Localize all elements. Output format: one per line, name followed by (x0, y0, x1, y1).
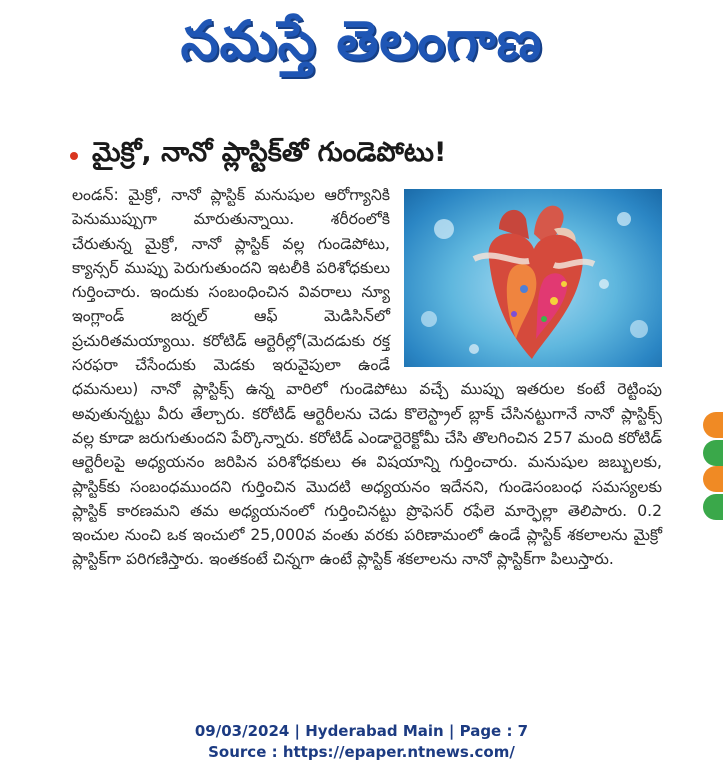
masthead-logo: నమస్తే తెలంగాణ (180, 9, 543, 72)
decor-orange-tab-1 (703, 412, 723, 438)
footer-source: Source : https://epaper.ntnews.com/ (208, 743, 515, 761)
article-headline: మైక్రో, నానో ప్లాస్టిక్‌తో గుండెపోటు! (92, 137, 447, 168)
bullet-dot (70, 152, 78, 160)
decor-green-tab-2 (703, 494, 723, 520)
decor-orange-tab-2 (703, 466, 723, 492)
article-body-text: లండన్‌: మైక్రో, నానో ప్లాస్టిక్‌ మనుషుల ఆరోగ్యానికి పెనుముప్పుగా మారుతున్నాయి. శరీరంలోకి చేరుతున్న మైక్రో, నానో ప్లాస్టిక్‌ వల్ల గుండెపోటు, క్యాన్సర్‌ ముప్పు పెరుగుతుందని ఇటలీకి పరిశోధకులు గుర్తించారు. ఇందుకు సంబంధించిన వివరాలు న్యూ ఇంగ్లాండ్‌ జర్నల్‌ ఆఫ్‌ మెడిసిన్‌లో ప్రచురితమయ్యాయి. కరోటిడ్‌ ఆర్టెరీల్లో(మెదడుకు రక్త సరఫరా చేసేందుకు మెడకు ఇరువైపులా ఉండే ధమనులు) నానో ప్లాస్టిక్స్‌ ఉన్న వారిలో గుండెపోటు వచ్చే ముప్పు ఇతరుల కంటే రెట్టింపు అవుతున్నట్టు వీరు తేల్చారు. కరోటిడ్‌ ఆర్టెరీలను చెడు కొలెస్ట్రాల్‌ బ్లాక్‌ చేసినట్టుగానే నానో ప్లాస్టిక్స్‌ వల్ల కూడా జరుగుతుందని పేర్కొన్నారు. కరోటిడ్‌ ఎండార్టెరెక్టోమీ చేసి తొలగించిన 257 మంది కరోటిడ్‌ ఆర్టెరీలపై అధ్యయనం జరిపిన పరిశోధకులు ఈ విషయాన్ని గుర్తించారు. మనుషుల జబ్బులకు, ప్లాస్టిక్‌కు సంబంధముందని గుర్తించిన మొదటి అధ్యయనం ఇదేనని, గుండెసంబంధ సమస్యలకు ప్లాస్టిక్‌ కారణమని తమ అధ్యయనంలో గుర్తించినట్టు ప్రొఫెసర్‌ రఫేలె మార్ఫెల్లా తెలిపారు. 0.2 ఇంచుల నుంచి ఒక ఇంచులో 25,000వ వంతు వరకు పరిణామంలో ఉండే ప్లాస్టిక్‌ శకలాలను మైక్రో ప్లాస్టిక్‌గా పరిగణిస్తారు. ఇంతకంటే చిన్నగా ఉంటే ప్లాస్టిక్‌ శకలాలను నానో ప్లాస్టిక్‌గా పిలుస్తారు. (72, 186, 662, 569)
decor-green-tab-1 (703, 440, 723, 466)
footer-date-edition: 09/03/2024 | Hyderabad Main | Page : 7 (194, 722, 529, 740)
article-body-container (72, 183, 662, 663)
heart-illustration (404, 189, 662, 367)
headline-row (70, 136, 670, 176)
